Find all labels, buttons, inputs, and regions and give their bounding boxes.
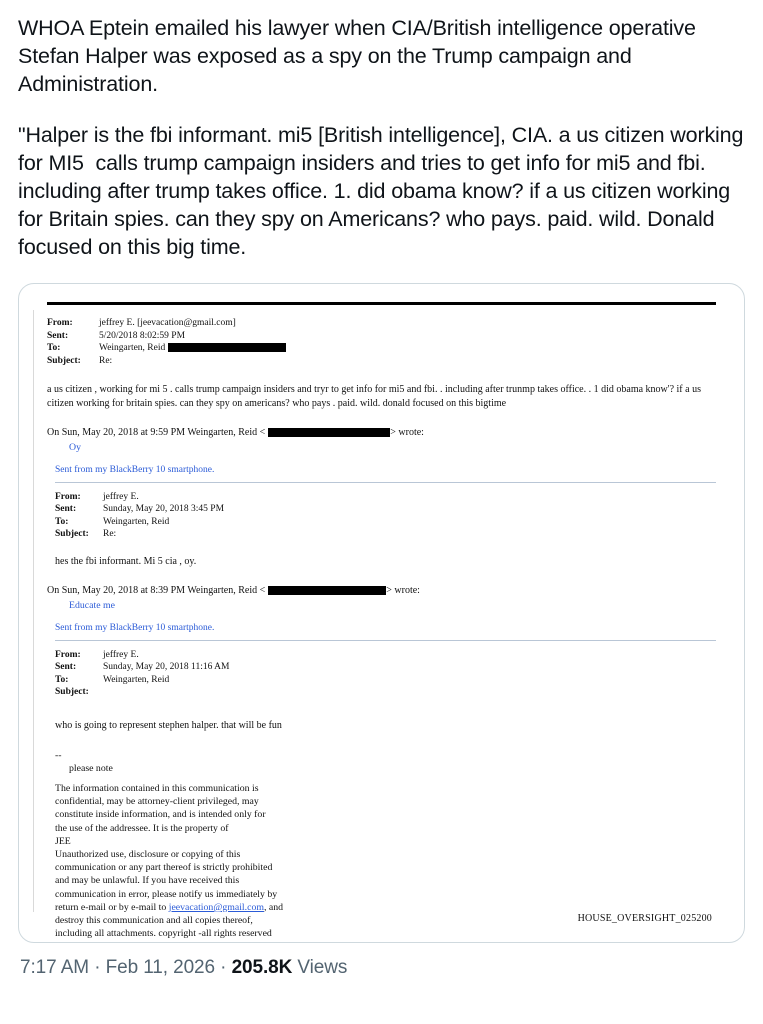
post-meta — [0, 943, 763, 979]
email-header — [47, 317, 722, 367]
quote-1-text: On Sun, May 20, 2018 at 9:59 PM Weingarten, Reid < — [47, 427, 266, 438]
legal-line-0: The information contained in this communication is — [55, 783, 259, 794]
subject-label: Subject: — [55, 529, 89, 539]
subject-value: Re: — [103, 529, 117, 539]
header-row-sent — [55, 503, 716, 516]
redaction-bar — [268, 428, 390, 437]
legal-email-link[interactable]: jeevacation@gmail.com — [168, 901, 264, 913]
post-time: 7:17 AM — [20, 957, 90, 978]
quote-2-reply-text: Educate me — [69, 599, 115, 611]
email-subheader-1 — [55, 491, 716, 541]
sent-value: Sunday, May 20, 2018 3:45 PM — [103, 504, 225, 514]
document-left-rule — [33, 310, 34, 912]
legal-line-1: confidential, may be attorney-client privileged, may — [55, 796, 259, 808]
email-body-3: who is going to represent stephen halper. that will be fun — [55, 719, 282, 731]
subject-value: Re: — [99, 355, 113, 366]
sent-value: Sunday, May 20, 2018 11:16 AM — [103, 662, 230, 672]
signature-2: Sent from my BlackBerry 10 smartphone. — [55, 623, 716, 641]
from-value: jeffrey E. — [103, 491, 139, 502]
from-value: jeffrey E. [jeevacation@gmail.com] — [99, 318, 236, 328]
post-paragraph-1: WHOA Eptein emailed his lawyer when CIA/British intelligence operative Stefan Halper was exposed as a spy on the Trump campaign and Administration. — [18, 16, 702, 96]
header-row-from — [55, 649, 716, 662]
to-value: Weingarten, Reid — [103, 674, 170, 685]
header-row-sent — [47, 330, 722, 343]
to-label: To: — [55, 674, 69, 685]
document-top-rule — [47, 302, 716, 305]
dashes-1: -- — [55, 750, 62, 761]
email-document — [41, 302, 722, 943]
meta-sep-2: · — [214, 957, 232, 978]
to-label: To: — [55, 516, 69, 527]
please-note-1: please note — [69, 763, 113, 774]
legal-line-7: and may be unlawful. If you have received this — [55, 875, 240, 887]
subject-label: Subject: — [55, 687, 89, 697]
sent-label: Sent: — [47, 330, 69, 341]
header-row-subject — [47, 355, 722, 368]
quote-1-reply-text: Oy — [69, 441, 81, 453]
bates-number: HOUSE_OVERSIGHT_025200 — [577, 913, 712, 924]
to-value: Weingarten, Reid — [103, 516, 170, 527]
quote-2-end: > wrote: — [386, 585, 420, 596]
legal-line-6: communication or any part thereof is strictly prohibited — [55, 862, 273, 874]
legal-tail-0: , and — [263, 901, 284, 913]
header-row-to — [55, 516, 716, 529]
header-row-from — [55, 491, 716, 504]
quote-2-reply — [69, 600, 716, 611]
quote-1-end: > wrote: — [390, 427, 424, 438]
legal-tail-1: destroy this communication and all copies thereof, — [55, 915, 253, 927]
legal-line-4: JEE — [55, 835, 71, 847]
subject-label: Subject: — [47, 355, 81, 366]
post-date: Feb 11, 2026 — [105, 957, 215, 978]
from-value: jeffrey E. — [103, 649, 139, 660]
quote-1-reply — [69, 442, 716, 453]
quote-line-2 — [47, 584, 716, 598]
email-subheader-2 — [55, 649, 716, 699]
header-row-sent — [55, 661, 716, 674]
views-label: Views — [292, 957, 348, 978]
sent-label: Sent: — [55, 504, 77, 514]
from-label: From: — [55, 491, 81, 502]
sent-label: Sent: — [55, 662, 77, 672]
redaction-bar — [268, 586, 386, 595]
quote-line-1 — [47, 426, 716, 440]
signature-1: Sent from my BlackBerry 10 smartphone. — [55, 465, 716, 483]
from-label: From: — [47, 318, 73, 328]
redaction-bar — [168, 343, 286, 352]
sent-value: 5/20/2018 8:02:59 PM — [99, 330, 186, 341]
meta-sep-1: · — [89, 957, 106, 978]
to-label: To: — [47, 343, 61, 353]
legal-line-5: Unauthorized use, disclosure or copying of this — [55, 849, 241, 861]
quote-2-text: On Sun, May 20, 2018 at 8:39 PM Weingarten, Reid < — [47, 585, 266, 596]
post-paragraph-2: "Halper is the fbi informant. mi5 [British intelligence], CIA. a us citizen working for MI5 calls trump campaign insiders and tries to get info for mi5 and fbi. including after trump takes office. 1. did obama know? if a us citizen working for Britain spies. can they spy on Americans? who pays. paid. wild. Donald focused on this big time. — [18, 123, 750, 259]
document-attachment[interactable] — [18, 283, 745, 943]
header-row-from — [47, 317, 722, 330]
legal-line-8: communication in error, please notify us immediately by — [55, 888, 278, 900]
legal-line-9: return e-mail or by e-mail to — [55, 901, 169, 913]
subject-value — [103, 686, 716, 699]
email-body-1: a us citizen , working for mi 5 . calls trump campaign insiders and tryr to get info for mi5 and fbi. . including after trunmp takes office. . 1 did obama know'? if a us citizen working for britain spies. can they spy on americans? who pays . paid. wild. donald focused on this bigtime — [47, 384, 701, 409]
views-count: 205.8K — [231, 957, 293, 978]
legal-line-2: constitute inside information, and is intended only for — [55, 809, 266, 821]
header-row-subject — [55, 528, 716, 541]
to-value-text: Weingarten, Reid — [99, 343, 166, 353]
legal-tail-2: including all attachments. copyright -all rights reserved — [55, 928, 272, 940]
header-row-subject — [55, 686, 716, 699]
legal-line-3: the use of the addressee. It is the property of — [55, 822, 229, 834]
header-row-to — [55, 674, 716, 687]
email-body-2: hes the fbi informant. Mi 5 cia , oy. — [55, 555, 197, 567]
from-label: From: — [55, 649, 81, 660]
header-row-to — [47, 342, 722, 355]
to-value — [99, 342, 722, 355]
